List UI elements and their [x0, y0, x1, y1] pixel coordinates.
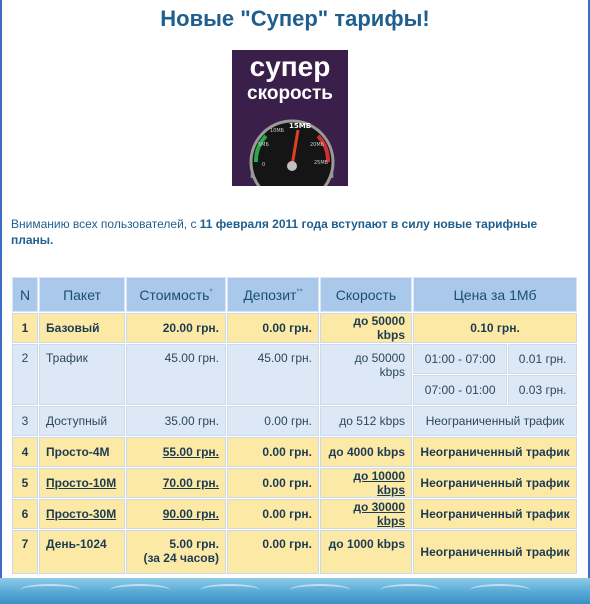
price-cell: 0.03 грн.: [508, 375, 577, 405]
speed-cell: до 50000 kbps: [320, 344, 412, 405]
tariff-table: [11, 276, 578, 575]
col-price: Цена за 1Мб: [413, 277, 577, 312]
deposit-cell: 0.00 грн.: [227, 406, 319, 436]
price-cell: Неограниченный трафик: [413, 406, 577, 436]
cost-cell: 20.00 грн.: [126, 313, 226, 343]
table-row: 5 Просто-10М 70.00 грн. 0.00 грн. до 10000 kbps Неограниченный трафик: [12, 468, 577, 498]
col-speed: Скорость: [320, 277, 412, 312]
speed-cell: до 1000 kbps: [320, 530, 412, 574]
cost-cell: 45.00 грн.: [126, 344, 226, 405]
logo-line2: скорость: [247, 83, 333, 104]
speed-cell: до 50000 kbps: [320, 313, 412, 343]
deposit-cell: 0.00 грн.: [227, 437, 319, 467]
effective-date: 11 февраля 2011 года: [199, 217, 328, 231]
logo-line1: супер: [249, 51, 331, 82]
deposit-cell: 0.00 грн.: [227, 499, 319, 529]
speed-link[interactable]: до 10000 kbps: [353, 469, 405, 497]
cost-link[interactable]: 70.00 грн.: [162, 476, 219, 490]
table-row: 4 Просто-4М 55.00 грн. 0.00 грн. до 4000 kbps Неограниченный трафик: [12, 437, 577, 467]
price-cell: Неограниченный трафик: [413, 530, 577, 574]
price-cell: 0.01 грн.: [508, 344, 577, 374]
price-cell: Неограниченный трафик: [413, 437, 577, 467]
table-row: 7 День-1024 5.00 грн. (за 24 часов) 0.00 грн. до 1000 kbps Неограниченный трафик: [12, 530, 577, 574]
cost-link[interactable]: 55.00 грн.: [162, 445, 219, 459]
deposit-cell: 0.00 грн.: [227, 530, 319, 574]
cost-cell: 35.00 грн.: [126, 406, 226, 436]
package-name: Просто-4М: [39, 437, 125, 467]
time-cell: 07:00 - 01:00: [413, 375, 507, 405]
svg-text:15МБ: 15МБ: [289, 122, 312, 130]
intro-text: Вниманию всех пользователей, с 11 февраля 2011 года вступают в силу новые тарифные планы.: [11, 217, 538, 247]
package-name: Базовый: [39, 313, 125, 343]
col-n: N: [12, 277, 38, 312]
speed-cell: до 512 kbps: [320, 406, 412, 436]
price-cell: Неограниченный трафик: [413, 499, 577, 529]
svg-text:25МБ: 25МБ: [314, 160, 329, 166]
package-name: Трафик: [39, 344, 125, 405]
svg-text:5МБ: 5МБ: [258, 142, 269, 148]
cost-note: (за 24 часов): [143, 551, 219, 565]
time-cell: 01:00 - 07:00: [413, 344, 507, 374]
table-row: 1 Базовый 20.00 грн. 0.00 грн. до 50000 kbps 0.10 грн.: [12, 313, 577, 343]
table-row: 2 Трафик 45.00 грн. 45.00 грн. до 50000 kbps 01:00 - 07:00 0.01 грн.: [12, 344, 577, 374]
price-cell: Неограниченный трафик: [413, 468, 577, 498]
cost-link[interactable]: 90.00 грн.: [162, 507, 219, 521]
package-name: Доступный: [39, 406, 125, 436]
col-cost: Стоимость*: [126, 277, 226, 312]
table-row: 6 Просто-30М 90.00 грн. 0.00 грн. до 30000 kbps Неограниченный трафик: [12, 499, 577, 529]
table-row: 3 Доступный 35.00 грн. 0.00 грн. до 512 kbps Неограниченный трафик: [12, 406, 577, 436]
package-name: День-1024: [39, 530, 125, 574]
footer-water-band: [0, 578, 590, 604]
page-title: Новые "Супер" тарифы!: [160, 6, 430, 31]
super-speed-logo: [232, 50, 348, 186]
svg-text:0: 0: [262, 162, 266, 168]
deposit-cell: 0.00 грн.: [227, 313, 319, 343]
table-header-row: [12, 277, 577, 312]
left-border: [0, 0, 2, 604]
speed-link[interactable]: до 30000 kbps: [353, 500, 405, 528]
cost-cell: 5.00 грн. (за 24 часов): [126, 530, 226, 574]
svg-text:10МБ: 10МБ: [270, 128, 285, 134]
package-link[interactable]: Просто-30М: [46, 507, 117, 521]
svg-text:20МБ: 20МБ: [310, 142, 325, 148]
col-package: Пакет: [39, 277, 125, 312]
speedometer-icon: [232, 50, 348, 186]
deposit-cell: 0.00 грн.: [227, 468, 319, 498]
col-deposit: Депозит**: [227, 277, 319, 312]
package-link[interactable]: Просто-10М: [46, 476, 117, 490]
deposit-cell: 45.00 грн.: [227, 344, 319, 405]
price-cell: 0.10 грн.: [413, 313, 577, 343]
speed-cell: до 4000 kbps: [320, 437, 412, 467]
